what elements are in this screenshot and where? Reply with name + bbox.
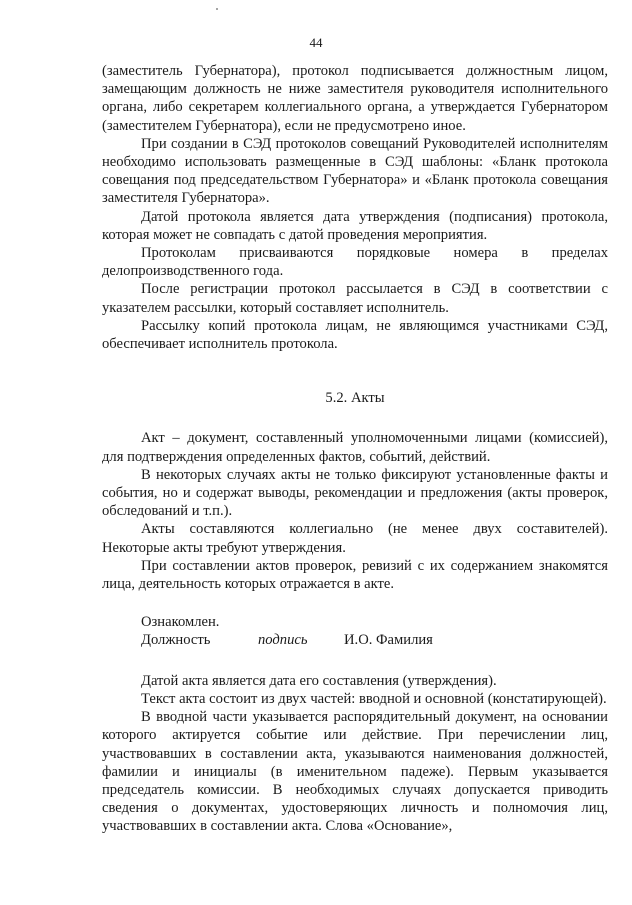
- paragraph: В некоторых случаях акты не только фиксируют установленные факты и события, но и содержат выводы, рекомендации и предложения (акты проверок, обследований и т.п.).: [102, 466, 608, 520]
- paragraph: Акт – документ, составленный уполномоченными лицами (комиссией), для подтверждения определенных фактов, событий, действий.: [102, 430, 608, 465]
- scan-speck: [216, 8, 218, 10]
- paragraph: Рассылку копий протокола лицам, не являющимся участниками СЭД, обеспечивает исполнитель протокола.: [102, 317, 608, 353]
- section-heading: 5.2. Акты: [325, 390, 385, 407]
- page-number: 44: [309, 35, 323, 50]
- paragraph: При составлении актов проверок, ревизий с их содержанием знакомятся лица, деятельность которых отражается в акте.: [102, 557, 608, 593]
- spacer: [102, 650, 608, 672]
- paragraph: После регистрации протокол рассылается в СЭД в соответствии с указателем рассылки, который составляет исполнитель.: [102, 281, 608, 316]
- name-label: И.О. Фамилия: [344, 632, 433, 649]
- paragraph: Датой протокола является дата утверждения (подписания) протокола, которая может не совпадать с датой проведения мероприятия.: [102, 208, 608, 243]
- signature-block: [141, 613, 608, 649]
- paragraph: В вводной части указывается распорядительный документ, на основании которого актируется событие или действие. При перечислении лиц, участвовавших в составлении акта, указываются наименования должностей, фамилии и инициалы (в именительном падеже). Первым указывается председатель комиссии. В необходимых случаях допускается приводить сведения о документах, удостоверяющих личность и полномочия лиц, участвовавших в составлении акта. Слова «Основание»,: [102, 709, 608, 835]
- paragraph: Текст акта состоит из двух частей: вводной и основной (констатирующей).: [141, 690, 607, 707]
- paragraph: Протоколам присваиваются порядковые номера в пределах делопроизводственного года.: [102, 245, 608, 280]
- acknowledged-label: Ознакомлен.: [141, 614, 220, 631]
- paragraph: Акты составляются коллегиально (не менее двух составителей). Некоторые акты требуют утверждения.: [102, 521, 608, 556]
- paragraph: (заместитель Губернатора), протокол подписывается должностным лицом, замещающим должность не ниже заместителя руководителя исполнительного органа, либо секретарем коллегиального органа, а утверждается Губернатором (заместителем Губернатора), если не предусмотрено иное.: [102, 63, 608, 134]
- page-content: [102, 62, 608, 836]
- paragraph: Датой акта является дата его составления (утверждения).: [141, 672, 497, 689]
- signature-row: [141, 631, 608, 649]
- paragraph: При создании в СЭД протоколов совещаний Руководителей исполнителям необходимо использовать размещенные в СЭД шаблоны: «Бланк протокола совещания под председательством Губернатора» и «Бланк протокола совещания заместителя Губернатора».: [102, 135, 608, 207]
- signature-label: подпись: [258, 632, 308, 649]
- position-label: Должность: [141, 632, 211, 649]
